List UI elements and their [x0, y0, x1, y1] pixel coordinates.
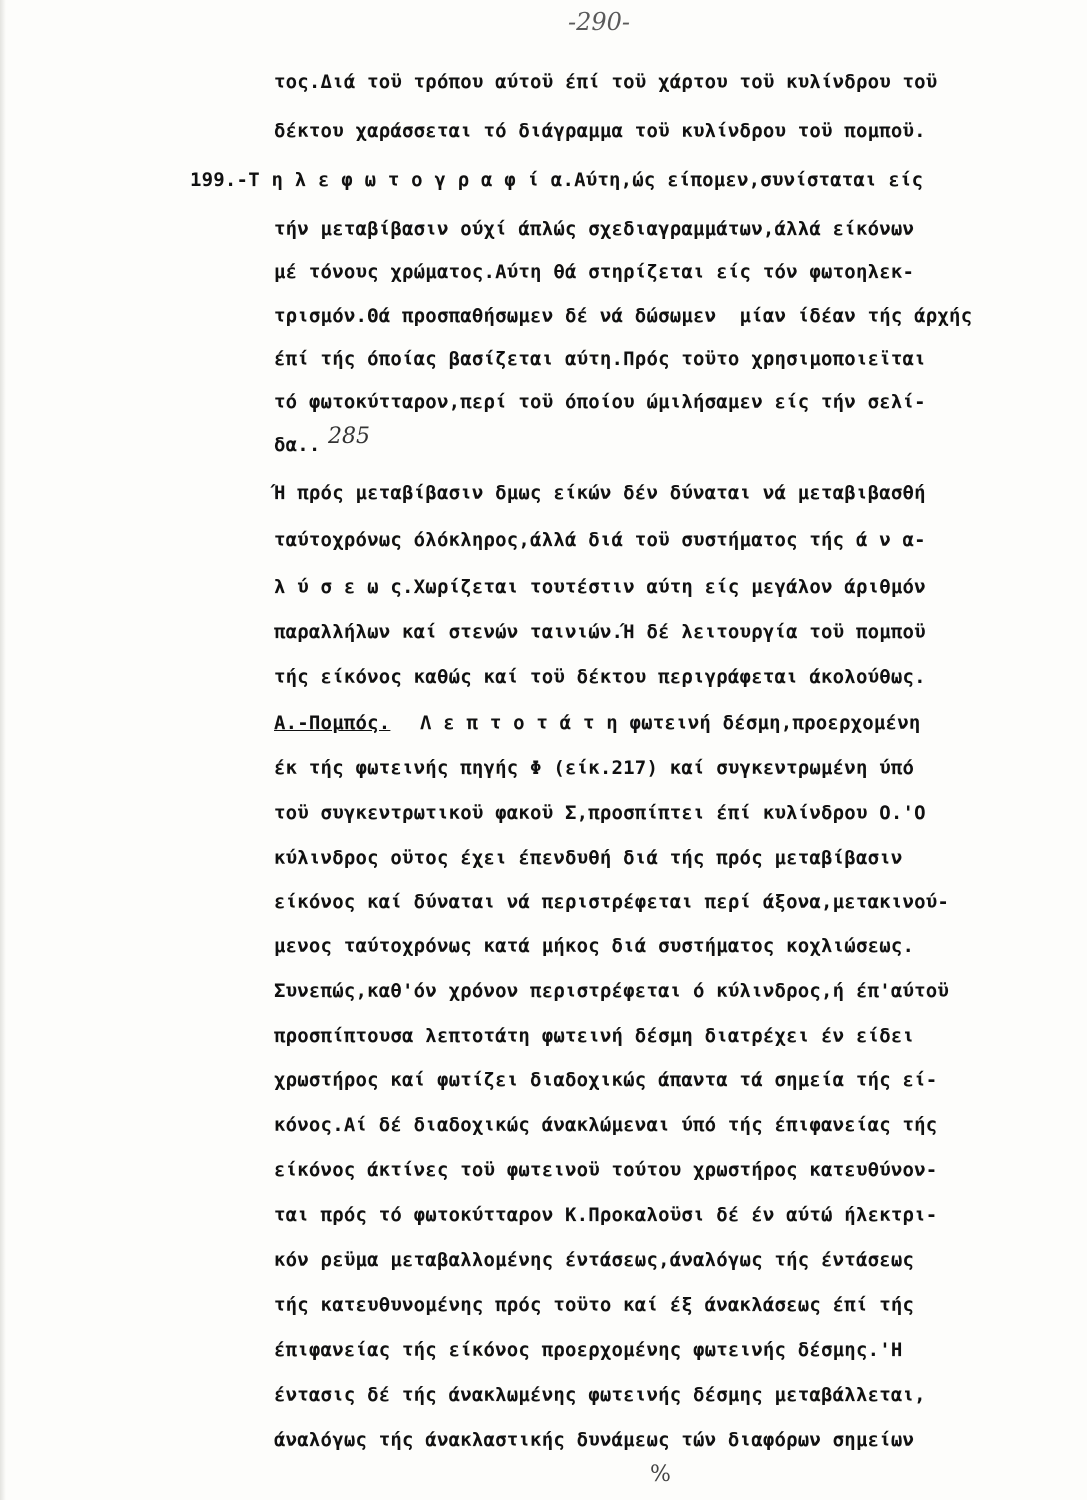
text-line-23: χρωστήρος καί φωτίζει διαδοχικώς άπαντα τά σημεία τής εί-: [274, 1069, 938, 1091]
text-line-18: κύλινδρος οϋτος έχει έπενδυθή διά τής πρός μεταβίβασιν: [274, 847, 903, 869]
text-line-4: τήν μεταβίβασιν ούχί άπλώς σχεδιαγραμμάτων,άλλά είκόνων: [274, 218, 915, 240]
text-line-29: έπιφανείας τής είκόνος προερχομένης φωτεινής δέσμης.'Η: [274, 1339, 903, 1361]
text-line-26: ται πρός τό φωτοκύτταρον Κ.Προκαλοϋσι δέ έν αύτώ ήλεκτρι-: [274, 1204, 938, 1226]
text-line-31: άναλόγως τής άνακλαστικής δυνάμεως τών διαφόρων σημείων: [274, 1429, 915, 1451]
text-line-3: 199.-Τ η λ ε φ ω τ ο γ ρ α φ ί α.Αύτη,ώς είπομεν,συνίσταται είς: [190, 169, 924, 191]
text-line-27: κόν ρεϋμα μεταβαλλομένης έντάσεως,άναλόγως τής έντάσεως: [274, 1249, 915, 1271]
text-line-10: Ή πρός μεταβίβασιν δμως είκών δέν δύναται νά μεταβιβασθή: [274, 482, 926, 504]
text-line-19: είκόνος καί δύναται νά περιστρέφεται περί άξονα,μετακινού-: [274, 891, 950, 913]
text-line-1: τος.Διά τοϋ τρόπου αύτοϋ έπί τοϋ χάρτου τοϋ κυλίνδρου τοϋ: [274, 71, 938, 93]
heading-pompos: Α.-Πομπός.: [274, 712, 391, 734]
text-line-21: Συνεπώς,καθ'όν χρόνον περιστρέφεται ό κύλινδρος,ή έπ'αύτοϋ: [274, 980, 950, 1002]
page-number: -290-: [568, 8, 631, 36]
text-line-9: δα..: [274, 434, 321, 456]
text-line-15: Λ ε π τ ο τ ά τ η φωτεινή δέσμη,προερχομένη: [420, 712, 921, 734]
text-line-5: μέ τόνους χρώματος.Αύτη θά στηρίζεται είς τόν φωτοηλεκ-: [274, 261, 915, 283]
text-line-16: έκ τής φωτεινής πηγής Φ (είκ.217) καί συγκεντρωμένη ύπό: [274, 757, 915, 779]
text-line-17: τοϋ συγκεντρωτικοϋ φακοϋ Σ,προσπίπτει έπί κυλίνδρου Ο.'Ο: [274, 802, 926, 824]
text-line-6: τρισμόν.Θά προσπαθήσωμεν δέ νά δώσωμεν μίαν ίδέαν τής άρχής: [274, 305, 973, 327]
text-line-30: έντασις δέ τής άνακλωμένης φωτεινής δέσμης μεταβάλλεται,: [274, 1384, 926, 1406]
page-edge-shadow: [0, 0, 6, 1500]
text-line-2: δέκτου χαράσσεται τό διάγραμμα τοϋ κυλίνδρου τοϋ πομποϋ.: [274, 120, 926, 142]
text-line-24: κόνος.Αί δέ διαδοχικώς άνακλώμεναι ύπό τής έπιφανείας τής: [274, 1114, 938, 1136]
text-line-25: είκόνος άκτίνες τοϋ φωτεινοϋ τούτου χρωστήρος κατευθύνον-: [274, 1159, 938, 1181]
text-line-11: ταύτοχρόνως όλόκληρος,άλλά διά τοϋ συστήματος τής ά ν α-: [274, 529, 926, 551]
text-line-28: τής κατευθυνομένης πρός τοϋτο καί έξ άνακλάσεως έπί τής: [274, 1294, 915, 1316]
text-line-22: προσπίπτουσα λεπτοτάτη φωτεινή δέσμη διατρέχει έν είδει: [274, 1025, 915, 1047]
text-line-12: λ ύ σ ε ω ς.Χωρίζεται τουτέστιν αύτη είς μεγάλον άριθμόν: [274, 576, 926, 598]
text-line-14: τής είκόνος καθώς καί τοϋ δέκτου περιγράφεται άκολούθως.: [274, 666, 926, 688]
text-line-13: παραλλήλων καί στενών ταινιών.Ή δέ λειτουργία τοϋ πομποϋ: [274, 621, 926, 643]
text-line-8: τό φωτοκύτταρον,περί τοϋ όποίου ώμιλήσαμεν είς τήν σελί-: [274, 391, 926, 413]
handwritten-page-ref: 285: [328, 424, 370, 449]
footer-mark: %: [650, 1462, 671, 1487]
text-line-20: μενος ταύτοχρόνως κατά μήκος διά συστήματος κοχλιώσεως.: [274, 935, 915, 957]
text-line-7: έπί τής όποίας βασίζεται αύτη.Πρός τοϋτο χρησιμοποιεϊται: [274, 348, 926, 370]
